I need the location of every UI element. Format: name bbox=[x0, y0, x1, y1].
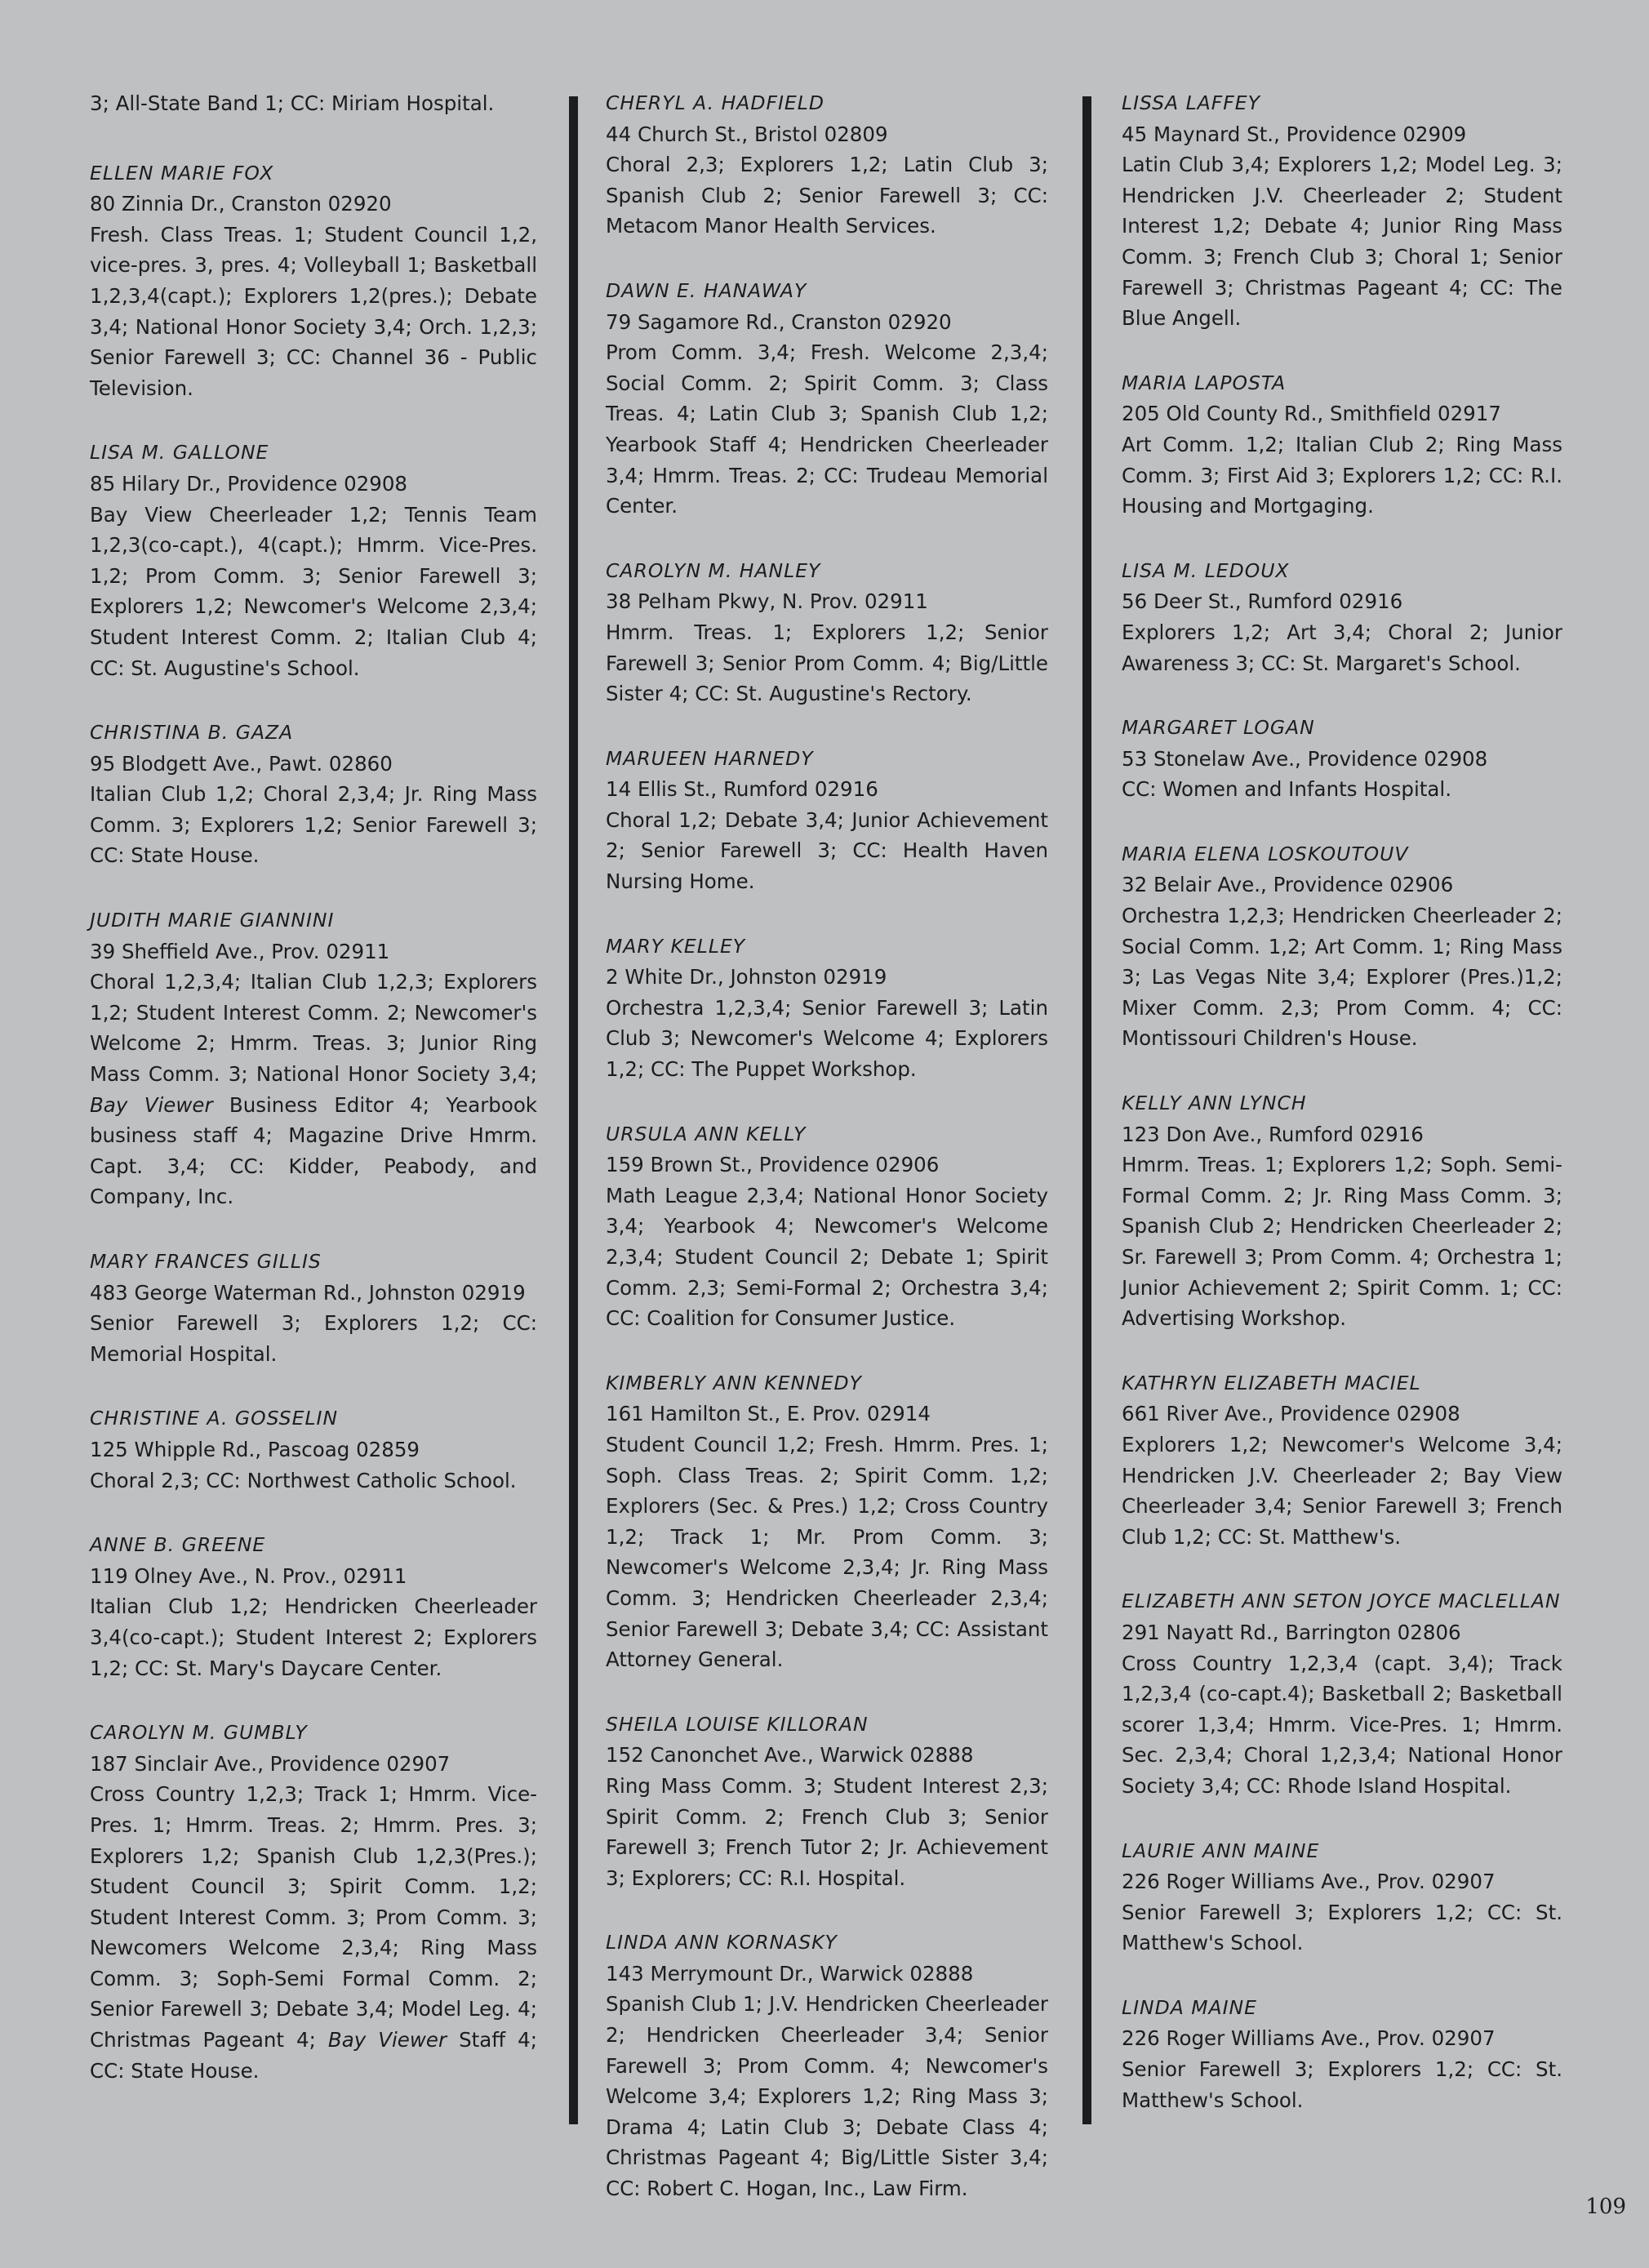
student-address: 56 Deer St., Rumford 02916 bbox=[1122, 589, 1403, 614]
student-activities: Spanish Club 1; J.V. Hendricken Cheerleader 2; Hendricken Cheerleader 3,4; Senior Farewell 3; Prom Comm. 4; Newcomer's Welcome 3,4; Explorers 1,2; Ring Mass 3; Drama 4; Latin Club 3; Debate Class 4; Christmas Pageant 4; Big/Little Sister 3,4; CC: Robert C. Hogan, Inc., Law Firm. bbox=[606, 1992, 1048, 2201]
student-activities: CC: Women and Infants Hospital. bbox=[1122, 777, 1451, 802]
student-entry bbox=[1122, 1368, 1562, 1553]
activities-part: Cross Country 1,2,3; Track 1; Hmrm. Vice-Pres. 1; Hmrm. Treas. 2; Hmrm. Pres. 3; Explorers 1,2; Spanish Club 1,2,3(Pres.); Student Council 3; Spirit Comm. 1,2; Student Interest Comm. 3; Prom Comm. 3; Newcomers Welcome 2,3,4; Ring Mass Comm. 3; Soph-Semi Formal Comm. 2; Senior Farewell 3; Debate 3,4; Model Leg. 4; Christmas Pageant 4; bbox=[90, 1782, 537, 2052]
student-address: 143 Merrymount Dr., Warwick 02888 bbox=[606, 1961, 974, 1986]
student-entry bbox=[606, 1368, 1048, 1675]
column-left bbox=[90, 88, 537, 2120]
student-activities: Math League 2,3,4; National Honor Society 3,4; Yearbook 4; Newcomer's Welcome 2,3,4; Student Council 2; Debate 1; Spirit Comm. 2,3; Semi-Formal 2; Orchestra 3,4; CC: Coalition for Consumer Justice. bbox=[606, 1183, 1048, 1331]
student-address: 226 Roger Williams Ave., Prov. 02907 bbox=[1122, 2026, 1496, 2051]
column-divider bbox=[569, 96, 578, 2124]
student-address: 45 Maynard St., Providence 02909 bbox=[1122, 122, 1467, 146]
student-activities: Choral 2,3; Explorers 1,2; Latin Club 3; Spanish Club 2; Senior Farewell 3; CC: Metacom Manor Health Services. bbox=[606, 153, 1048, 238]
column-right bbox=[1122, 88, 1562, 2150]
student-address: 205 Old County Rd., Smithfield 02917 bbox=[1122, 402, 1501, 426]
column-divider bbox=[1082, 96, 1091, 2124]
student-name: LINDA MAINE bbox=[1122, 1995, 1257, 2019]
student-activities: Explorers 1,2; Art 3,4; Choral 2; Junior Awareness 3; CC: St. Margaret's School. bbox=[1122, 620, 1562, 675]
student-address: 483 George Waterman Rd., Johnston 02919 bbox=[90, 1280, 526, 1305]
student-entry bbox=[90, 1530, 537, 1683]
student-address: 119 Olney Ave., N. Prov., 02911 bbox=[90, 1563, 407, 1588]
student-name: JUDITH MARIE GIANNINI bbox=[90, 909, 335, 932]
student-address: 38 Pelham Pkwy, N. Prov. 02911 bbox=[606, 589, 928, 614]
student-entry bbox=[90, 438, 537, 683]
student-activities: Cross Country 1,2,3,4 (capt. 3,4); Track 1,2,3,4 (co-capt.4); Basketball 2; Basketball scorer 1,3,4; Hmrm. Vice-Pres. 1; Hmrm. Sec. 2,3,4; Choral 1,2,3,4; National Honor Society 3,4; CC: Rhode Island Hospital. bbox=[1122, 1651, 1562, 1798]
student-name: CAROLYN M. HANLEY bbox=[606, 558, 821, 582]
student-name: DAWN E. HANAWAY bbox=[606, 278, 807, 302]
student-name: CHERYL A. HADFIELD bbox=[606, 91, 824, 114]
student-name: MARIA LAPOSTA bbox=[1122, 371, 1287, 394]
student-activities: Senior Farewell 3; Explorers 1,2; CC: St. Matthew's School. bbox=[1122, 2057, 1562, 2112]
student-activities bbox=[90, 967, 537, 1212]
student-activities: Student Council 1,2; Fresh. Hmrm. Pres. 1; Soph. Class Treas. 2; Spirit Comm. 1,2; Explorers (Sec. & Pres.) 1,2; Cross Country 1,2; Track 1; Mr. Prom Comm. 3; Newcomer's Welcome 2,3,4; Jr. Ring Mass Comm. 3; Hendricken Cheerleader 2,3,4; Senior Farewell 3; Debate 3,4; CC: Assistant Attorney General. bbox=[606, 1432, 1048, 1672]
student-activities: Orchestra 1,2,3,4; Senior Farewell 3; Latin Club 3; Newcomer's Welcome 4; Explorers 1,2; CC: The Puppet Workshop. bbox=[606, 995, 1048, 1082]
student-entry bbox=[606, 1928, 1048, 2204]
student-entry bbox=[1122, 556, 1562, 678]
student-activities: Choral 2,3; CC: Northwest Catholic School. bbox=[90, 1468, 517, 1492]
student-activities: Orchestra 1,2,3; Hendricken Cheerleader 2; Social Comm. 1,2; Art Comm. 1; Ring Mass 3; Las Vegas Nite 3,4; Explorer (Pres.)1,2; Mixer Comm. 2,3; Prom Comm. 4; CC: Montissouri Children's House. bbox=[1122, 904, 1562, 1051]
student-entry bbox=[606, 556, 1048, 709]
student-name: SHEILA LOUISE KILLORAN bbox=[606, 1712, 869, 1736]
student-name: ELIZABETH ANN SETON JOYCE MACLELLAN bbox=[1122, 1590, 1561, 1613]
activities-part: Choral 1,2,3,4; Italian Club 1,2,3; Explorers 1,2; Student Interest Comm. 2; Newcomer's Welcome 2; Hmrm. Treas. 3; Junior Ring Mass Comm. 3; National Honor Society 3,4; bbox=[90, 970, 537, 1087]
student-entry bbox=[606, 744, 1048, 897]
student-entry bbox=[1122, 713, 1562, 805]
student-address: 14 Ellis St., Rumford 02916 bbox=[606, 777, 878, 802]
page-number: 109 bbox=[1585, 2195, 1626, 2219]
student-name: URSULA ANN KELLY bbox=[606, 1122, 807, 1145]
student-entry bbox=[606, 276, 1048, 522]
student-address: 53 Stonelaw Ave., Providence 02908 bbox=[1122, 746, 1488, 771]
student-name: MARY FRANCES GILLIS bbox=[90, 1250, 322, 1273]
student-name: ANNE B. GREENE bbox=[90, 1533, 266, 1557]
student-entry bbox=[1122, 1586, 1562, 1801]
student-entry bbox=[90, 1718, 537, 2086]
student-address: 2 White Dr., Johnston 02919 bbox=[606, 965, 887, 989]
student-address: 95 Blodgett Ave., Pawt. 02860 bbox=[90, 751, 393, 776]
student-address: 187 Sinclair Ave., Providence 02907 bbox=[90, 1751, 451, 1776]
student-address: 291 Nayatt Rd., Barrington 02806 bbox=[1122, 1620, 1461, 1644]
student-address: 80 Zinnia Dr., Cranston 02920 bbox=[90, 192, 392, 216]
student-address: 161 Hamilton St., E. Prov. 02914 bbox=[606, 1402, 931, 1426]
student-activities bbox=[90, 1779, 537, 2086]
student-address: 159 Brown St., Providence 02906 bbox=[606, 1153, 940, 1177]
student-entry bbox=[1122, 368, 1562, 522]
student-entry bbox=[90, 718, 537, 871]
student-name: KIMBERLY ANN KENNEDY bbox=[606, 1371, 863, 1394]
student-name: MARIA ELENA LOSKOUTOUV bbox=[1122, 842, 1409, 865]
student-name: LISA M. LEDOUX bbox=[1122, 558, 1290, 582]
student-address: 79 Sagamore Rd., Cranston 02920 bbox=[606, 309, 952, 334]
student-activities: Bay View Cheerleader 1,2; Tennis Team 1,2,3(co-capt.), 4(capt.); Hmrm. Vice-Pres. 1,2; Prom Comm. 3; Senior Farewell 3; Explorers 1,2; Newcomer's Welcome 2,3,4; Student Interest Comm. 2; Italian Club 4; CC: St. Augustine's School. bbox=[90, 502, 537, 680]
student-activities: Italian Club 1,2; Hendricken Cheerleader 3,4(co-capt.); Student Interest 2; Explorers 1,2; CC: St. Mary's Daycare Center. bbox=[90, 1594, 537, 1680]
publication-title: Bay Viewer bbox=[90, 1092, 213, 1117]
student-address: 44 Church St., Bristol 02809 bbox=[606, 122, 888, 146]
publication-title: Bay Viewer bbox=[327, 2028, 447, 2052]
student-activities: Senior Farewell 3; Explorers 1,2; CC: St. Matthew's School. bbox=[1122, 1900, 1562, 1955]
student-activities: Senior Farewell 3; Explorers 1,2; CC: Memorial Hospital. bbox=[90, 1311, 537, 1366]
student-address: 125 Whipple Rd., Pascoag 02859 bbox=[90, 1437, 420, 1461]
student-name: LINDA ANN KORNASKY bbox=[606, 1931, 838, 1954]
column-middle bbox=[606, 88, 1048, 2239]
activities-part: Business Editor 4; Yearbook business staff 4; Magazine Drive Hmrm. Capt. 3,4; CC: Kidder, Peabody, and Company, Inc. bbox=[90, 1092, 537, 1209]
student-entry bbox=[606, 932, 1048, 1085]
student-address: 152 Canonchet Ave., Warwick 02888 bbox=[606, 1743, 974, 1768]
student-activities: Explorers 1,2; Newcomer's Welcome 3,4; Hendricken J.V. Cheerleader 2; Bay View Cheerleader 3,4; Senior Farewell 3; French Club 1,2; CC: St. Matthew's. bbox=[1122, 1432, 1562, 1549]
student-entry bbox=[606, 1119, 1048, 1334]
student-activities: Hmrm. Treas. 1; Explorers 1,2; Soph. Semi-Formal Comm. 2; Jr. Ring Mass Comm. 3; Spanish Club 2; Hendricken Cheerleader 2; Sr. Farewell 3; Prom Comm. 4; Orchestra 1; Junior Achievement 2; Spirit Comm. 1; CC: Advertising Workshop. bbox=[1122, 1153, 1562, 1331]
student-entry bbox=[1122, 1836, 1562, 1959]
student-name: CAROLYN M. GUMBLY bbox=[90, 1721, 308, 1745]
student-activities: Art Comm. 1,2; Italian Club 2; Ring Mass Comm. 3; First Aid 3; Explorers 1,2; CC: R.I. Housing and Mortgaging. bbox=[1122, 432, 1562, 518]
student-activities: Fresh. Class Treas. 1; Student Council 1,2, vice-pres. 3, pres. 4; Volleyball 1; Basketball 1,2,3,4(capt.); Explorers 1,2(pres.); Debate 3,4; National Honor Society 3,4; Orch. 1,2,3; Senior Farewell 3; CC: Channel 36 - Public Television. bbox=[90, 222, 537, 400]
student-name: LAURIE ANN MAINE bbox=[1122, 1839, 1320, 1862]
student-name: MARY KELLEY bbox=[606, 934, 746, 958]
student-address: 226 Roger Williams Ave., Prov. 02907 bbox=[1122, 1870, 1496, 1894]
student-entry bbox=[90, 158, 537, 404]
student-entry bbox=[90, 1247, 537, 1369]
student-entry bbox=[1122, 839, 1562, 1054]
student-activities: Latin Club 3,4; Explorers 1,2; Model Leg. 3; Hendricken J.V. Cheerleader 2; Student Interest 1,2; Debate 4; Junior Ring Mass Comm. 3; French Club 3; Choral 1; Senior Farewell 3; Christmas Pageant 4; CC: The Blue Angell. bbox=[1122, 153, 1562, 331]
student-name: KELLY ANN LYNCH bbox=[1122, 1092, 1307, 1115]
student-address: 661 River Ave., Providence 02908 bbox=[1122, 1402, 1460, 1426]
student-name: MARUEEN HARNEDY bbox=[606, 746, 814, 770]
student-activities: Ring Mass Comm. 3; Student Interest 2,3; Spirit Comm. 2; French Club 3; Senior Farewell 3; French Tutor 2; Jr. Achievement 3; Explorers; CC: R.I. Hospital. bbox=[606, 1773, 1048, 1890]
student-address: 32 Belair Ave., Providence 02906 bbox=[1122, 873, 1454, 897]
student-address: 39 Sheffield Ave., Prov. 02911 bbox=[90, 939, 390, 963]
student-entry bbox=[90, 905, 537, 1212]
student-address: 123 Don Ave., Rumford 02916 bbox=[1122, 1122, 1424, 1146]
activities-part: Staff 4; CC: State House. bbox=[90, 2028, 537, 2083]
student-entry bbox=[90, 1403, 537, 1496]
student-activities: Hmrm. Treas. 1; Explorers 1,2; Senior Farewell 3; Senior Prom Comm. 4; Big/Little Sister 4; CC: St. Augustine's Rectory. bbox=[606, 620, 1048, 706]
student-name: CHRISTINE A. GOSSELIN bbox=[90, 1407, 339, 1430]
student-activities: Italian Club 1,2; Choral 2,3,4; Jr. Ring Mass Comm. 3; Explorers 1,2; Senior Farewell 3; CC: State House. bbox=[90, 782, 537, 868]
student-activities: Choral 1,2; Debate 3,4; Junior Achievement 2; Senior Farewell 3; CC: Health Haven Nursing Home. bbox=[606, 807, 1048, 894]
student-name: LISSA LAFFEY bbox=[1122, 91, 1260, 114]
student-name: ELLEN MARIE FOX bbox=[90, 161, 274, 185]
student-name: MARGARET LOGAN bbox=[1122, 716, 1315, 740]
student-entry bbox=[1122, 1993, 1562, 2115]
student-entry bbox=[606, 1710, 1048, 1894]
student-activities: Prom Comm. 3,4; Fresh. Welcome 2,3,4; Social Comm. 2; Spirit Comm. 3; Class Treas. 4; Latin Club 3; Spanish Club 1,2; Yearbook Staff 4; Hendricken Cheerleader 3,4; Hmrm. Treas. 2; CC: Trudeau Memorial Center. bbox=[606, 340, 1048, 518]
student-name: KATHRYN ELIZABETH MACIEL bbox=[1122, 1371, 1421, 1394]
student-name: LISA M. GALLONE bbox=[90, 441, 269, 465]
student-entry bbox=[1122, 1088, 1562, 1334]
student-entry bbox=[1122, 88, 1562, 334]
student-address: 85 Hilary Dr., Providence 02908 bbox=[90, 471, 408, 496]
student-entry bbox=[606, 88, 1048, 242]
continued-text: 3; All-State Band 1; CC: Miriam Hospital. bbox=[90, 91, 495, 115]
student-name: CHRISTINA B. GAZA bbox=[90, 721, 294, 745]
